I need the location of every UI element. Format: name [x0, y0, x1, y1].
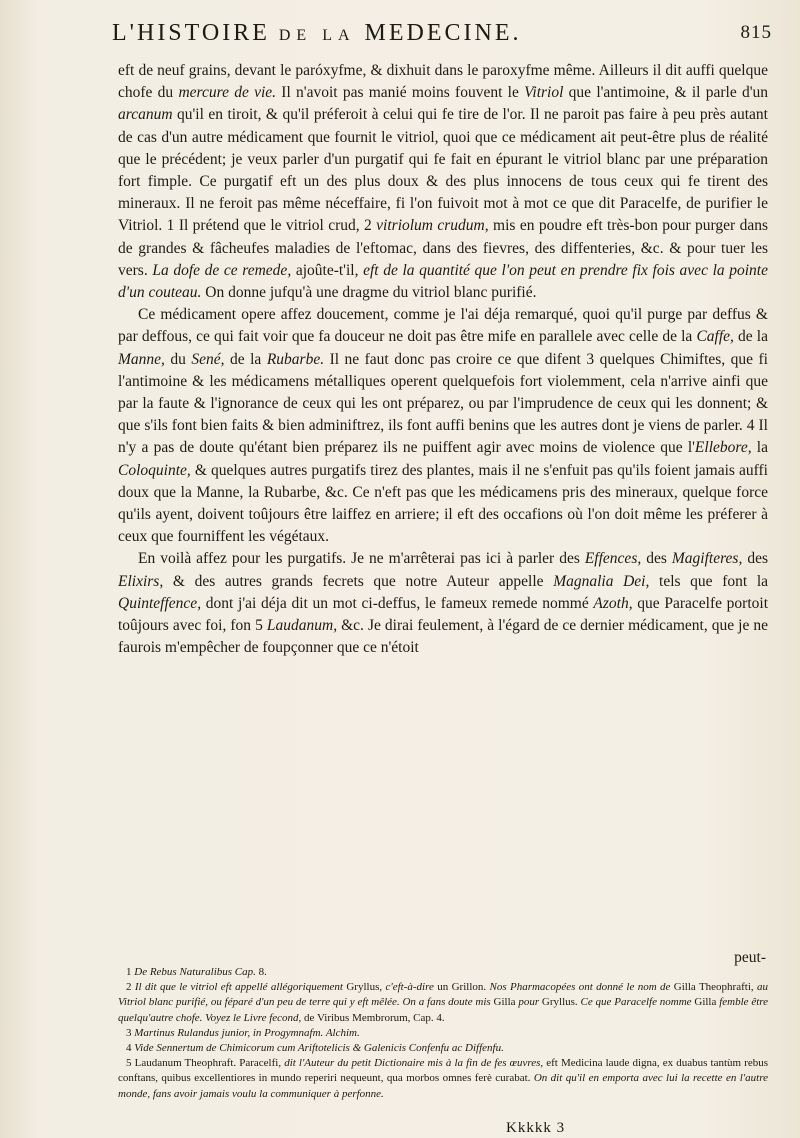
header-title-part2: DE LA [278, 27, 356, 44]
footnote-segment: Gilla Theophrafti, [670, 981, 758, 994]
footnote-3 [118, 1026, 768, 1041]
text-segment: Il ne faut donc pas croire ce que difent 3 quelques Chimiftes, que fi l'antimoine & les médicamens métalliques operent quelquefois fort violemment, cela n'arrive ainfi que par la faute & l'ignorance de ceux qui les ont préparez, ou par l'imprudence de ceux qui les donnent; & que s'ils font bien faits & bien adminiftrez, ils font auffi benins que les autres dont je viens de parler. 4 Il n'y a pas de doute qu'étant bien préparez ils ne puiffent agir avec moins de violence que l' [118, 350, 768, 457]
text-segment: vitriolum crudum, [376, 217, 489, 235]
footnote-segment: Nos Pharmacopées ont donné le nom de [489, 981, 671, 994]
text-segment: Coloquinte, [118, 461, 191, 479]
footnote-segment: Il dit que le vitriol eft appellé allégoriquement [134, 981, 343, 994]
text-segment: & des autres grands fecrets que notre Auteur appelle [163, 572, 554, 590]
text-segment: Azoth, [593, 594, 633, 612]
footnote-segment: c'eft-à-dire [385, 981, 434, 994]
text-segment: mercure de vie. [178, 84, 277, 102]
header-title-part1: L'HISTOIRE [112, 20, 270, 46]
catchword: peut- [734, 949, 766, 966]
paragraph-2 [118, 304, 768, 548]
header-title-part3: MEDECINE. [364, 20, 522, 46]
footnote-segment: 8. [255, 966, 267, 978]
footnote-segment: Gryllus. [539, 996, 581, 1009]
text-segment: eft de neuf grains, devant le paróxyfme, & dixhuit dans le paroxyfme même. Ailleurs il dit auffi quelque chofe du [118, 62, 768, 102]
text-segment: La dofe de ce remede, [152, 261, 292, 279]
text-segment: des [742, 550, 768, 568]
text-segment: Manne, [118, 350, 165, 368]
text-segment: dont j'ai déja dit un mot ci-deffus, le fameux remede nommé [201, 594, 594, 612]
footnote-segment: un Grillon. [433, 981, 490, 994]
text-segment: tels que font la [649, 572, 769, 590]
footnote-segment: pour [518, 996, 540, 1009]
paragraph-3 [118, 548, 768, 659]
text-segment: Vitriol [524, 84, 564, 102]
footnote-segment: 3 [126, 1026, 135, 1039]
text-segment: &c. Je dirai feulement, à l'égard de ce dernier médicament, que je ne faurois m'empêcher de foupçonner que ce n'étoit [118, 617, 768, 657]
text-segment: arcanum [118, 106, 173, 124]
footnote-segment: Gilla [691, 996, 720, 1009]
footnote-segment: , eft Medicina laude digna, ex duabus tantùm rebus conftans, quibus excellentiores in mundo reperiri nequeunt, qua morbos omnes ferè curabat. [118, 1057, 768, 1085]
footnote-segment: Gilla [490, 996, 519, 1009]
signature-mark: Kkkkk 3 [506, 1120, 566, 1136]
text-segment: que l'antimoine, & il parle d'un [563, 84, 769, 102]
text-segment: Magifteres, [671, 550, 743, 568]
footnotes [118, 965, 768, 1102]
footnote-segment: Ce que Paracelfe nomme [580, 996, 692, 1009]
text-segment: de la [224, 350, 267, 368]
footnote-segment: Gryllus, [342, 981, 386, 994]
text-segment: que Paracelfe portoit toûjours avec foi, fon 5 [118, 594, 768, 635]
text-segment: & quelques autres purgatifs tirez des plantes, mais il ne s'enfuit pas qu'ils foient jamais auffi doux que la Manne, la Rubarbe, &c. Ce n'eft pas que les médicamens pris des mineraux, quelque force qu'ils ayent, doivent toûjours être laiffez en arriere; il eft des occafions où l'on doit même les préferer à ceux que fourniffent les végétaux. [118, 461, 768, 546]
text-segment: En voilà affez pour les purgatifs. Je ne m'arrêterai pas ici à parler des [138, 550, 585, 568]
footnote-segment: Martinus Rulandus junior, in Progymnafm. Alchim. [134, 1026, 360, 1039]
text-segment: Sené, [191, 350, 225, 368]
main-text [118, 60, 768, 659]
page-number: 815 [740, 22, 772, 43]
text-segment: Elixirs, [118, 572, 164, 590]
footnote-1 [118, 965, 768, 980]
footnote-5 [118, 1056, 768, 1102]
running-header [112, 20, 772, 60]
footnote-segment: 4 [126, 1042, 135, 1055]
text-segment: Rubarbe. [266, 350, 325, 368]
text-segment: Caffe, [696, 328, 734, 346]
text-segment: Ce médicament opere affez doucement, comme je l'ai déja remarqué, quoi qu'il purge par deffus & par deffous, ce qui fait voir que fa douceur ne doit pas être mife en parallele avec celle de la [118, 306, 768, 346]
paragraph-1 [118, 60, 768, 304]
footnote-segment: 5 Laudanum Theophraft. Paracelfi, [126, 1057, 285, 1070]
text-segment: qu'il en tiroit, & qu'il préferoit à celui qui fe tire de l'or. Il ne paroit pas faire à peu près autant de cas d'un autre médicament que fournit le vitriol, quoi que ce médicament ait peut-être plus de réalité que le précédent; je veux parler d'un purgatif qui fe fait en épurant le vitriol blanc par une préparation fort fimple. Ce purgatif eft un des plus doux & des plus innocens de tous ceux qui fe tirent des mineraux. Il ne feroit pas même néceffaire, fi l'on fuivoit mot à mot ce que dit Paracelfe, de purifier le Vitriol. 1 Il prétend que le vitriol crud, 2 [118, 106, 768, 235]
text-segment: mis en poudre eft très-bon pour purger dans de grandes & fâcheufes maladies de l'eftomac, dans des fievres, des diffenteries, &c. & pour tuer les vers. [118, 217, 769, 279]
footnote-segment: , de Viribus Membrorum, Cap. 4. [298, 1011, 445, 1024]
footnote-segment: De Rebus Naturalibus Cap. [134, 966, 256, 978]
footnote-segment: Vide Sennertum de Chimicorum cum Ariftotelicis & Galenicis Confenfu ac Diffenfu. [134, 1042, 504, 1055]
text-segment: Quinteffence, [118, 594, 202, 612]
text-segment: de la [733, 328, 768, 346]
text-segment: eft de la quantité que l'on peut en prendre fix fois avec la pointe d'un couteau. [118, 261, 768, 302]
footnote-segment: au Vitriol blanc purifié, ou féparé d'un peu de terre qui y eft mêlée. On a fans doute mis [118, 981, 769, 1009]
text-segment: Il n'avoit pas manié moins fouvent le [276, 84, 525, 102]
text-segment: Magnalia Dei, [553, 572, 650, 590]
text-segment: du [164, 350, 192, 368]
text-segment: Laudanum, [266, 617, 338, 635]
text-segment: des [641, 550, 672, 568]
footnote-segment: On dit qu'il en emporta avec lui la recette en l'autre monde, fans avoir jamais voulu la communiquer à perfonne. [118, 1072, 768, 1100]
footnote-4 [118, 1041, 768, 1056]
footnote-segment: 1 [126, 966, 135, 978]
text-segment: la [751, 439, 768, 457]
text-segment: ajoûte-t'il, [291, 261, 364, 279]
footnote-2 [118, 980, 768, 1026]
text-segment: Ellebore, [694, 439, 752, 457]
text-segment: Effences, [584, 550, 642, 568]
footnote-segment: femble être quelqu'autre chofe. Voyez le Livre fecond [118, 996, 769, 1024]
footnote-segment: 2 [126, 981, 135, 994]
text-segment: On donne jufqu'à une dragme du vitriol blanc purifié. [201, 284, 537, 302]
footnote-segment: dit l'Auteur du petit Dictionaire mis à la fin de fes œuvres [284, 1057, 541, 1070]
